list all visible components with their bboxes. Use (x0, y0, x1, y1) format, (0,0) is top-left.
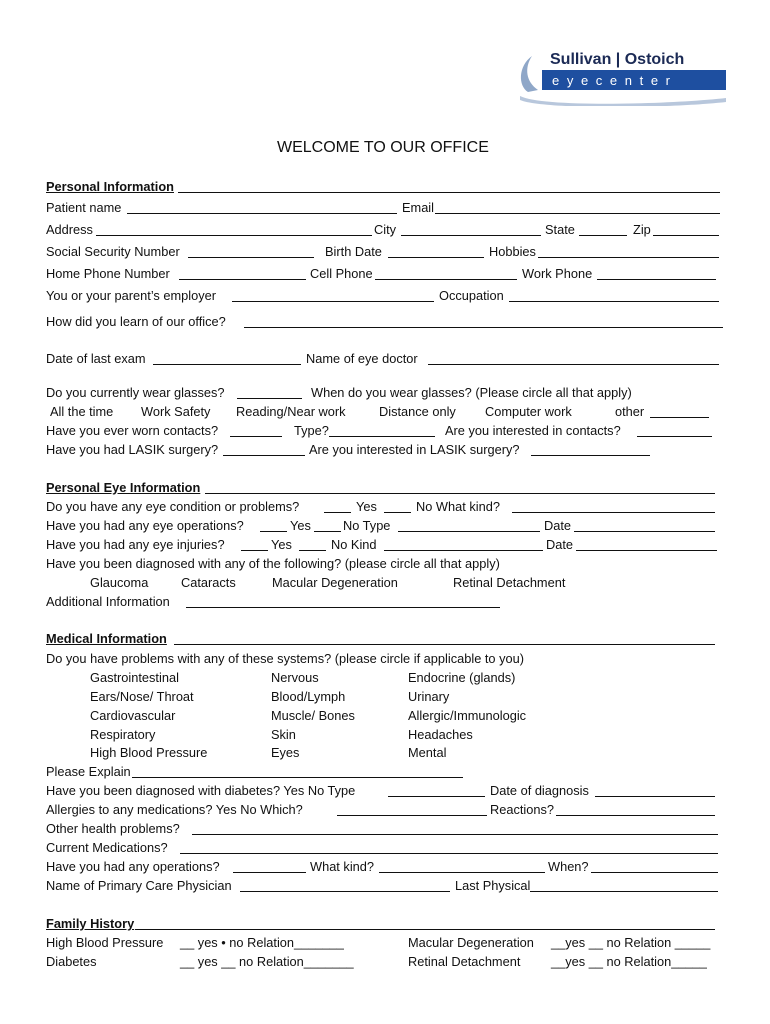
employer-field[interactable] (232, 301, 434, 302)
contact-type-label: Type? (294, 423, 329, 438)
city-field[interactable] (401, 235, 541, 236)
ssn-field[interactable] (188, 257, 314, 258)
hobbies-label: Hobbies (489, 244, 536, 259)
occupation-field[interactable] (509, 301, 719, 302)
eye-operations-no-type: No Type (343, 518, 391, 533)
heading-rule (205, 493, 715, 494)
option-work-safety[interactable]: Work Safety (141, 404, 211, 419)
eye-doctor-label: Name of eye doctor (306, 351, 418, 366)
address-label: Address (46, 222, 93, 237)
option-other[interactable]: other (615, 404, 645, 419)
interested-lasik-label: Are you interested in LASIK surgery? (309, 442, 520, 457)
eye-injuries-kind-field[interactable] (384, 550, 543, 551)
when-label: When? (548, 859, 589, 874)
eye-center-logo (514, 46, 726, 106)
option-retinal[interactable]: Retinal Detachment (453, 575, 566, 590)
contact-type-field[interactable] (329, 436, 435, 437)
family-macular-options[interactable]: __yes __ no Relation _____ (551, 935, 711, 950)
eye-injuries-yes-field[interactable] (241, 550, 268, 551)
other-health-field[interactable] (192, 834, 718, 835)
option-all-the-time[interactable]: All the time (50, 404, 114, 419)
had-lasik-field[interactable] (223, 455, 305, 456)
last-exam-field[interactable] (153, 364, 301, 365)
birth-date-label: Birth Date (325, 244, 382, 259)
diabetes-type-field[interactable] (388, 796, 485, 797)
system-option[interactable]: Gastrointestinal (90, 670, 179, 685)
eye-heading: Personal Eye Information (46, 480, 201, 495)
occupation-label: Occupation (439, 288, 504, 303)
last-exam-label: Date of last exam (46, 351, 146, 366)
system-option[interactable]: Nervous (271, 670, 319, 685)
learn-field[interactable] (244, 327, 723, 328)
date-diagnosis-field[interactable] (595, 796, 715, 797)
eye-condition-yes-field[interactable] (324, 512, 351, 513)
option-glaucoma[interactable]: Glaucoma (90, 575, 149, 590)
diabetes-question: Have you been diagnosed with diabetes? Yes No Type (46, 783, 356, 798)
system-option[interactable]: Allergic/Immunologic (408, 708, 527, 723)
eye-operations-yes: Yes (290, 518, 311, 533)
eye-operations-yes-field[interactable] (260, 531, 287, 532)
eye-doctor-field[interactable] (428, 364, 719, 365)
please-explain-field[interactable] (132, 777, 463, 778)
eye-condition-kind-field[interactable] (512, 512, 715, 513)
family-retinal-label: Retinal Detachment (408, 954, 521, 969)
work-phone-field[interactable] (597, 279, 716, 280)
system-option[interactable]: Headaches (408, 727, 473, 742)
patient-name-label: Patient name (46, 200, 122, 215)
eye-operations-type-field[interactable] (398, 531, 540, 532)
other-field[interactable] (650, 417, 709, 418)
family-macular-label: Macular Degeneration (408, 935, 534, 950)
email-field[interactable] (435, 213, 720, 214)
eye-operations-label: Have you had any eye operations? (46, 518, 244, 533)
eye-condition-label: Do you have any eye condition or problems? (46, 499, 300, 514)
when-field[interactable] (591, 872, 718, 873)
family-retinal-options[interactable]: __yes __ no Relation_____ (551, 954, 707, 969)
eye-operations-date-field[interactable] (574, 531, 715, 532)
had-lasik-label: Have you had LASIK surgery? (46, 442, 219, 457)
current-meds-label: Current Medications? (46, 840, 168, 855)
employer-label: You or your parent’s employer (46, 288, 217, 303)
system-option[interactable]: Skin (271, 727, 296, 742)
any-operations-field[interactable] (233, 872, 306, 873)
system-option[interactable]: Respiratory (90, 727, 156, 742)
system-option[interactable]: Endocrine (glands) (408, 670, 516, 685)
reactions-label: Reactions? (490, 802, 555, 817)
last-physical-label: Last Physical (455, 878, 531, 893)
current-meds-field[interactable] (180, 853, 718, 854)
allergies-question: Allergies to any medications? Yes No Which? (46, 802, 303, 817)
pcp-field[interactable] (240, 891, 450, 892)
system-option[interactable]: High Blood Pressure (90, 745, 208, 760)
eye-injuries-no-kind: No Kind (331, 537, 377, 552)
family-heading: Family History (46, 916, 135, 931)
family-hbp-label: High Blood Pressure (46, 935, 164, 950)
any-operations-label: Have you had any operations? (46, 859, 220, 874)
interested-lasik-field[interactable] (531, 455, 650, 456)
work-phone-label: Work Phone (522, 266, 593, 281)
option-macular[interactable]: Macular Degeneration (272, 575, 398, 590)
ssn-label: Social Security Number (46, 244, 180, 259)
interested-contacts-label: Are you interested in contacts? (445, 423, 621, 438)
what-kind-label: What kind? (310, 859, 375, 874)
option-distance[interactable]: Distance only (379, 404, 456, 419)
eye-injuries-date-field[interactable] (576, 550, 717, 551)
learn-label: How did you learn of our office? (46, 314, 226, 329)
eye-operations-date-label: Date (544, 518, 572, 533)
worn-contacts-field[interactable] (230, 436, 282, 437)
page-title: WELCOME TO OUR OFFICE (277, 139, 489, 156)
wear-glasses-field[interactable] (237, 398, 302, 399)
eye-diagnosed-label: Have you been diagnosed with any of the following? (please circle all that apply) (46, 556, 500, 571)
eye-injuries-date-label: Date (546, 537, 574, 552)
additional-info-label: Additional Information (46, 594, 170, 609)
eye-injuries-label: Have you had any eye injuries? (46, 537, 225, 552)
systems-question: Do you have problems with any of these systems? (please circle if applicable to you) (46, 651, 524, 666)
personal-heading: Personal Information (46, 179, 174, 194)
system-option[interactable]: Mental (408, 745, 447, 760)
system-option[interactable]: Ears/Nose/ Throat (90, 689, 194, 704)
family-diabetes-options[interactable]: __ yes __ no Relation_______ (180, 954, 354, 969)
system-option[interactable]: Muscle/ Bones (271, 708, 355, 723)
option-cataracts[interactable]: Cataracts (181, 575, 236, 590)
additional-info-field[interactable] (186, 607, 500, 608)
heading-rule (174, 644, 715, 645)
cell-phone-field[interactable] (375, 279, 517, 280)
eye-condition-no-what: No What kind? (416, 499, 500, 514)
eye-injuries-yes: Yes (271, 537, 292, 552)
date-diagnosis-label: Date of diagnosis (490, 783, 589, 798)
when-glasses-label: When do you wear glasses? (Please circle all that apply) (311, 385, 632, 400)
home-phone-label: Home Phone Number (46, 266, 170, 281)
logo-line1: Sullivan | Ostoich (550, 51, 685, 68)
reactions-field[interactable] (556, 815, 715, 816)
patient-name-field[interactable] (127, 213, 397, 214)
option-computer[interactable]: Computer work (485, 404, 572, 419)
medical-heading: Medical Information (46, 631, 167, 646)
system-option[interactable]: Cardiovascular (90, 708, 176, 723)
eye-condition-yes: Yes (356, 499, 377, 514)
home-phone-field[interactable] (179, 279, 306, 280)
logo-line2: e y e c e n t e r (552, 73, 672, 88)
cell-phone-label: Cell Phone (310, 266, 373, 281)
state-label: State (545, 222, 575, 237)
eye-operations-no-field[interactable] (314, 531, 341, 532)
pcp-label: Name of Primary Care Physician (46, 878, 232, 893)
other-health-label: Other health problems? (46, 821, 180, 836)
heading-rule (178, 192, 720, 193)
family-hbp-options[interactable]: __ yes • no Relation_______ (180, 935, 344, 950)
system-option[interactable]: Urinary (408, 689, 450, 704)
address-field[interactable] (96, 235, 372, 236)
zip-field[interactable] (653, 235, 719, 236)
email-label: Email (402, 200, 434, 215)
system-option[interactable]: Eyes (271, 745, 300, 760)
interested-contacts-field[interactable] (637, 436, 712, 437)
option-reading[interactable]: Reading/Near work (236, 404, 346, 419)
hobbies-field[interactable] (538, 257, 719, 258)
eye-condition-no-field[interactable] (384, 512, 411, 513)
wear-glasses-label: Do you currently wear glasses? (46, 385, 225, 400)
zip-label: Zip (633, 222, 651, 237)
last-physical-field[interactable] (530, 891, 718, 892)
worn-contacts-label: Have you ever worn contacts? (46, 423, 219, 438)
state-field[interactable] (579, 235, 627, 236)
allergies-which-field[interactable] (337, 815, 487, 816)
birth-date-field[interactable] (388, 257, 484, 258)
system-option[interactable]: Blood/Lymph (271, 689, 346, 704)
heading-rule (135, 929, 715, 930)
please-explain-label: Please Explain (46, 764, 131, 779)
family-diabetes-label: Diabetes (46, 954, 97, 969)
eye-injuries-no-field[interactable] (299, 550, 326, 551)
what-kind-field[interactable] (379, 872, 545, 873)
city-label: City (374, 222, 397, 237)
